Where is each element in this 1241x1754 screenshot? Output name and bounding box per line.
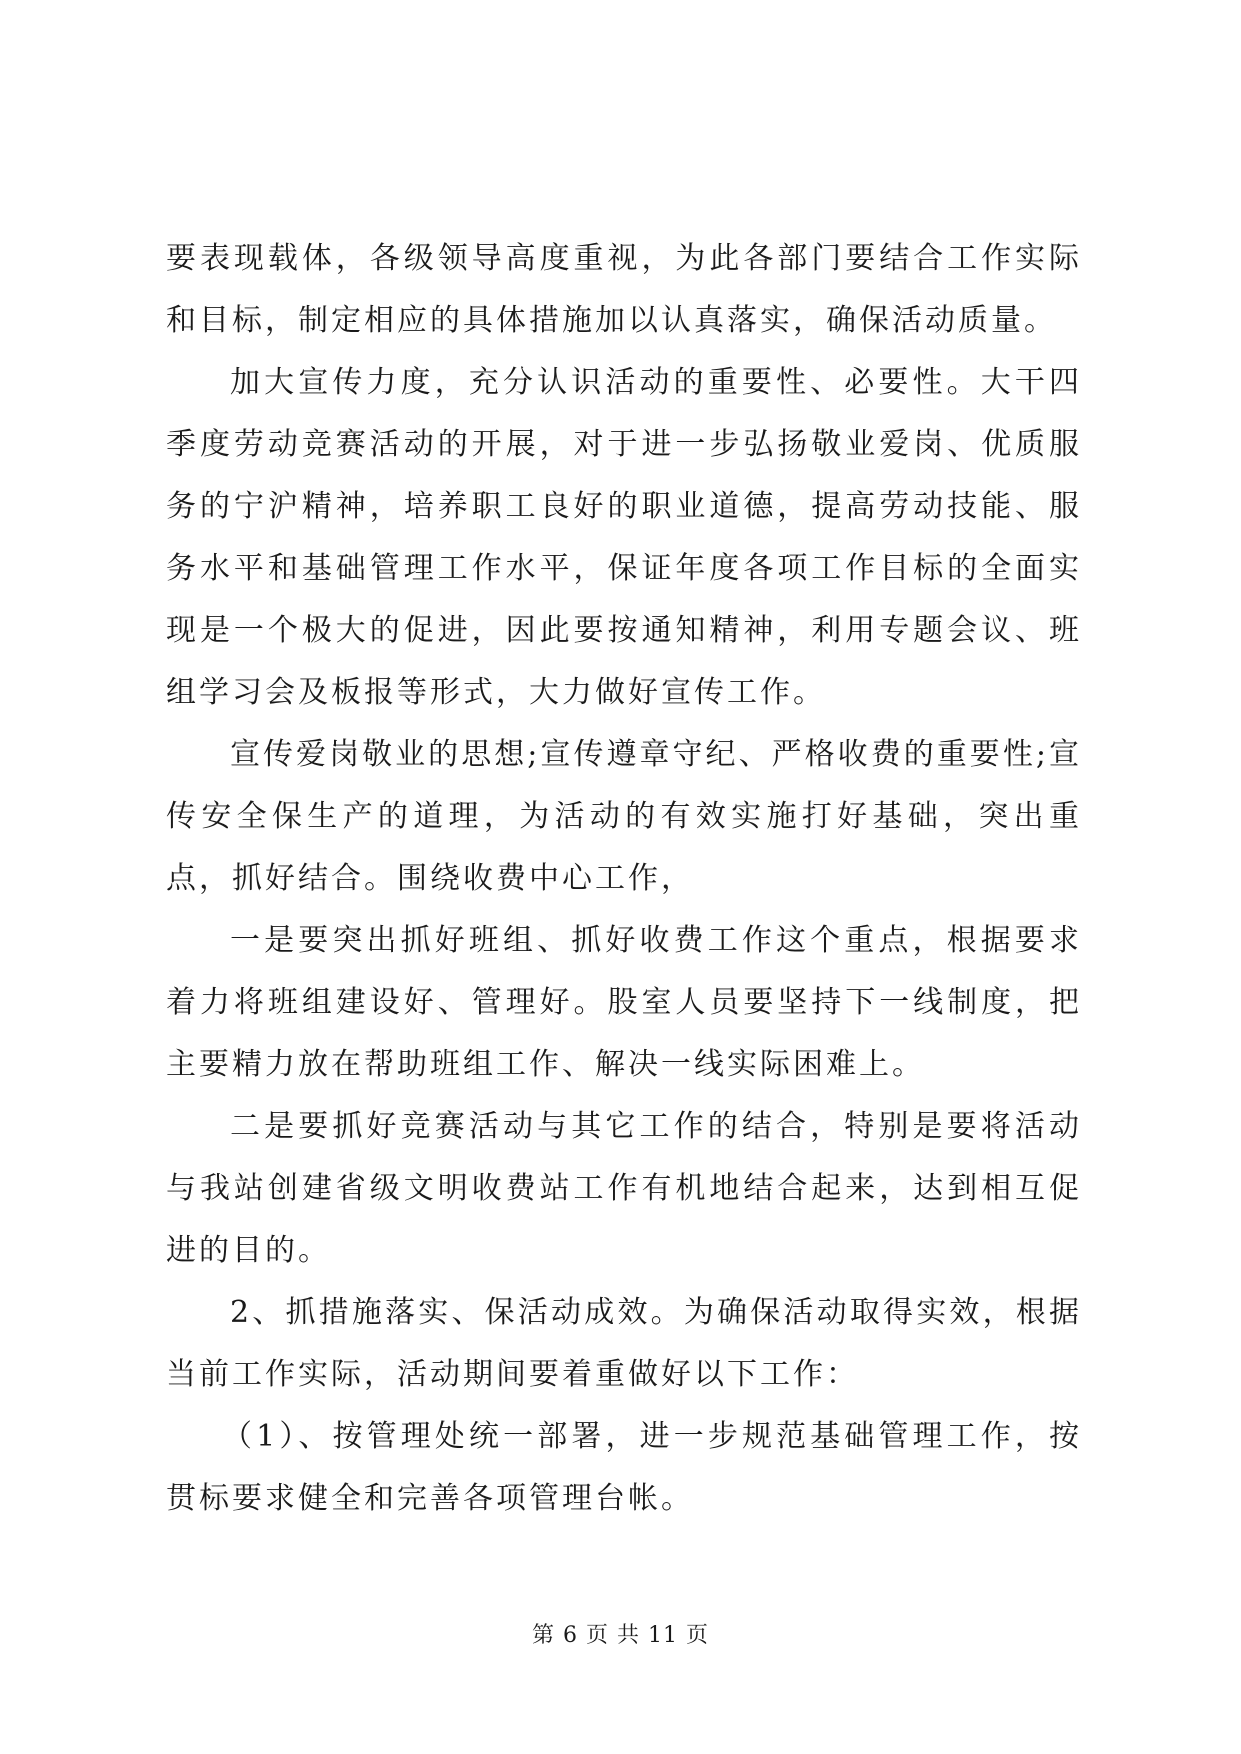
paragraph-point-one: 一是要突出抓好班组、抓好收费工作这个重点，根据要求着力将班组建设好、管理好。股室人员要坚持下一线制度，把主要精力放在帮助班组工作、解决一线实际困难上。 [166, 923, 1082, 1082]
paragraph-item-one: （1）、按管理处统一部署，进一步规范基础管理工作，按贯标要求健全和完善各项管理台帐。 [166, 1419, 1082, 1516]
paragraph-point-two: 二是要抓好竞赛活动与其它工作的结合，特别是要将活动与我站创建省级文明收费站工作有机地结合起来，达到相互促进的目的。 [166, 1109, 1082, 1268]
paragraph-publicity-content: 宣传爱岗敬业的思想;宣传遵章守纪、严格收费的重要性;宣传安全保生产的道理，为活动的有效实施打好基础，突出重点，抓好结合。围绕收费中心工作， [166, 737, 1082, 896]
document-body [166, 228, 1082, 1530]
page-number-footer: 第 6 页 共 11 页 [532, 1623, 709, 1648]
paragraph-section-two: 2、抓措施落实、保活动成效。为确保活动取得实效，根据当前工作实际，活动期间要着重做好以下工作： [166, 1295, 1082, 1392]
paragraph-publicity: 加大宣传力度，充分认识活动的重要性、必要性。大干四季度劳动竞赛活动的开展，对于进一步弘扬敬业爱岗、优质服务的宁沪精神，培养职工良好的职业道德，提高劳动技能、服务水平和基础管理工作水平，保证年度各项工作目标的全面实现是一个极大的促进，因此要按通知精神，利用专题会议、班组学习会及板报等形式，大力做好宣传工作。 [166, 365, 1082, 710]
paragraph-continuation: 要表现载体，各级领导高度重视，为此各部门要结合工作实际和目标，制定相应的具体措施加以认真落实，确保活动质量。 [166, 241, 1082, 338]
